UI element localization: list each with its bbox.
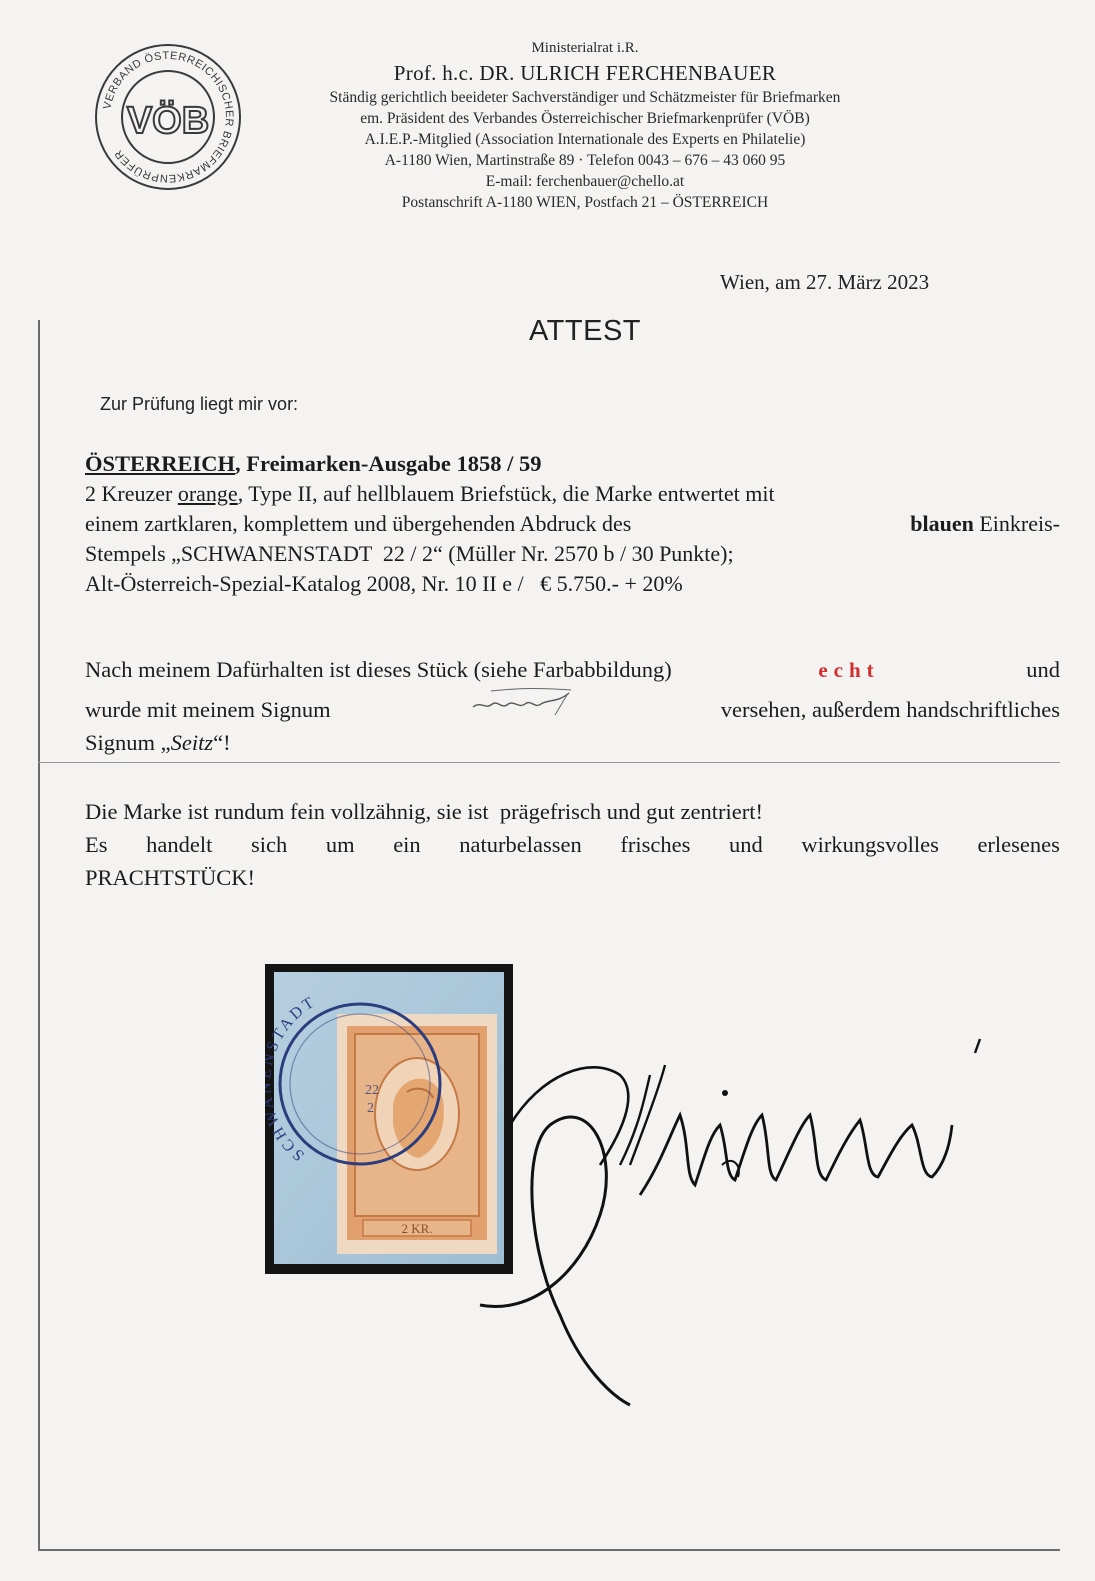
- certificate-date: Wien, am 27. März 2023: [720, 270, 930, 294]
- letterhead-line: Postanschrift A-1180 WIEN, Postfach 21 – ÖSTERREICH: [401, 194, 769, 211]
- quality-word: wirkungsvolles: [801, 832, 939, 857]
- opinion-text: Signum „: [85, 730, 171, 755]
- svg-text:VÖB: VÖB: [126, 100, 210, 142]
- svg-text:SCHWANENSTADT: SCH STADT: [265, 992, 320, 1164]
- description-text: Einkreis-: [979, 511, 1060, 536]
- country-name: ÖSTERREICH: [85, 451, 236, 476]
- frame-line-middle: [38, 762, 1060, 763]
- quality-word: naturbelassen: [459, 832, 582, 857]
- opinion-text: und: [1026, 657, 1060, 682]
- letterhead-line: A.I.E.P.-Mitglied (Association Internationale des Experts en Philatelie): [364, 131, 806, 148]
- quality-word: und: [728, 832, 763, 857]
- letterhead-rank: Ministerialrat i.R.: [531, 40, 639, 56]
- page-title: ATTEST: [528, 315, 642, 347]
- denomination-text: 2 Kreuzer: [85, 481, 173, 506]
- stamp-description: [85, 449, 1060, 599]
- small-signature: [471, 687, 581, 717]
- svg-text:2: 2: [367, 1101, 374, 1116]
- quality-word: frisches: [620, 832, 691, 857]
- quality-line: [85, 828, 1060, 861]
- issue-name: , Freimarken-Ausgabe 1858 / 59: [235, 451, 542, 476]
- frame-line-left: [38, 320, 40, 1551]
- signum-name: Seitz: [170, 730, 214, 755]
- voeb-seal-logo: [93, 42, 243, 192]
- opinion-line: [85, 653, 1060, 687]
- frame-line-bottom: [38, 1549, 1060, 1551]
- letterhead-line: Ständig gerichtlich beeideter Sachverständiger und Schätzmeister für Briefmarken: [329, 89, 841, 106]
- description-text: , Type II, auf hellblauem Briefstück, die Marke entwertet mit: [237, 481, 775, 506]
- quality-word: handelt: [146, 832, 213, 857]
- quality-word: erlesenes: [977, 832, 1060, 857]
- opinion-line: [85, 687, 1060, 726]
- svg-text:VERBAND ÖSTERREICHISCHER BRIEF: VERBAND ÖSTERREICHISCHER BRIEFMARKENPRÜFER: [101, 49, 236, 185]
- catalog-line: Alt-Österreich-Spezial-Katalog 2008, Nr. 10 II e / € 5.750.- + 20%: [85, 571, 683, 596]
- description-line: Stempels „SCHWANENSTADT 22 / 2“ (Müller Nr. 2570 b / 30 Punkte);: [85, 541, 734, 566]
- quality-assessment: [85, 795, 1060, 894]
- opinion-text: versehen, außerdem handschriftliches: [720, 697, 1060, 722]
- quality-word: um: [325, 832, 355, 857]
- letterhead: [265, 38, 905, 213]
- description-line: [85, 509, 1060, 539]
- svg-text:22: 22: [365, 1083, 379, 1098]
- description-line: [85, 479, 1060, 509]
- quality-word: sich: [250, 832, 288, 857]
- verdict-text: echt: [818, 658, 880, 682]
- intro-text: Zur Prüfung liegt mir vor:: [100, 394, 299, 414]
- expert-opinion: [85, 653, 1060, 759]
- description-heading: [85, 449, 1060, 479]
- stamp-color-text: orange: [177, 481, 238, 506]
- opinion-line: [85, 726, 1060, 759]
- quality-word: ein: [393, 832, 421, 857]
- expert-signature: [470, 1015, 1010, 1415]
- postmark-color-text: blauen: [910, 511, 974, 536]
- quality-word: Es: [85, 832, 108, 857]
- letterhead-email: E-mail: ferchenbauer@chello.at: [485, 173, 685, 190]
- opinion-text: wurde mit meinem Signum: [85, 697, 331, 722]
- opinion-text: “!: [213, 730, 231, 755]
- quality-line: Die Marke ist rundum fein vollzähnig, sie ist prägefrisch und gut zentriert!: [85, 799, 763, 824]
- description-text: einem zartklaren, komplettem und übergehenden Abdruck des: [85, 511, 632, 536]
- svg-text:2 KR.: 2 KR.: [401, 1221, 433, 1236]
- opinion-text: Nach meinem Dafürhalten ist dieses Stück (siehe Farbabbildung): [85, 657, 672, 682]
- letterhead-line: A-1180 Wien, Martinstraße 89 · Telefon 0043 – 676 – 43 060 95: [384, 152, 786, 169]
- quality-line: PRACHTSTÜCK!: [85, 865, 256, 890]
- letterhead-name: Prof. h.c. DR. ULRICH FERCHENBAUER: [393, 61, 777, 85]
- letterhead-line: em. Präsident des Verbandes Österreichischer Briefmarkenprüfer (VÖB): [360, 110, 810, 127]
